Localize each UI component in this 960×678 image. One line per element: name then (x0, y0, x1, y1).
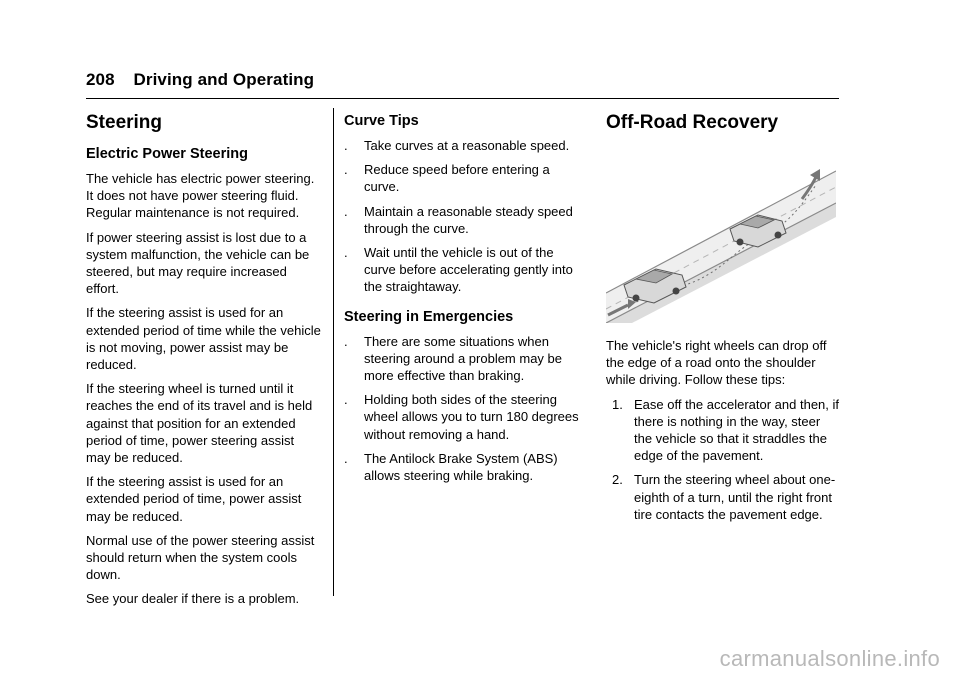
column-off-road-recovery (606, 108, 839, 530)
off-road-intro: The vehicle's right wheels can drop off the edge of a road onto the shoulder while driving. Follow these tips: (606, 338, 827, 388)
steering-heading: Steering (86, 112, 163, 133)
steering-emergencies-heading: Steering in Emergencies (344, 308, 514, 325)
bullet-text: Holding both sides of the steering wheel allows you to turn 180 degrees without removing a hand. (364, 392, 579, 442)
page-header (86, 70, 314, 90)
paragraph: Normal use of the power steering assist should return when the system cools down. (86, 532, 315, 583)
bullet: . (344, 203, 348, 219)
list-item (612, 471, 839, 523)
watermark: carmanualsonline.info (719, 646, 940, 671)
bullet: . (344, 162, 348, 178)
column-divider (333, 108, 334, 596)
paragraph: If the steering wheel is turned until it reaches the end of its travel and is held against that position for an extended period of time, power steering assist may be reduced. (86, 381, 313, 466)
bullet-text: There are some situations when steering around a problem may be more effective than braking. (364, 333, 563, 384)
bullet: . (344, 245, 348, 261)
step-text: Turn the steering wheel about one-eighth of a turn, until the right front tire contacts the pavement edge. (634, 472, 836, 522)
bullet: . (344, 333, 348, 349)
list-item (344, 333, 584, 385)
header-rule (86, 98, 839, 99)
paragraph: The vehicle has electric power steering. It does not have power steering fluid. Regular maintenance is not required. (86, 171, 315, 221)
column-curves-emergencies (344, 108, 584, 491)
off-road-recovery-heading: Off-Road Recovery (606, 112, 779, 133)
paragraph: If power steering assist is lost due to a system malfunction, the vehicle can be steered, but may require increased effort. (86, 229, 310, 297)
bullet-text: Wait until the vehicle is out of the curve before accelerating gently into the straightaway. (364, 245, 573, 295)
step-text: Ease off the accelerator and then, if there is nothing in the way, steer the vehicle so that it straddles the edge of the pavement. (634, 396, 840, 464)
bullet: . (344, 138, 348, 153)
page-number: 208 (86, 70, 115, 89)
curve-tips-heading: Curve Tips (344, 113, 419, 129)
bullet-text: The Antilock Brake System (ABS) allows steering while braking. (364, 450, 558, 484)
bullet: . (344, 450, 348, 466)
bullet-text: Take curves at a reasonable speed. (364, 138, 570, 153)
paragraph: If the steering assist is used for an extended period of time, power assist may be reduced. (86, 474, 302, 524)
list-item (344, 203, 584, 237)
list-item (344, 450, 584, 484)
list-item (344, 244, 584, 296)
list-item (344, 161, 584, 195)
step-number: 2. (612, 472, 623, 488)
list-item (612, 396, 839, 465)
bullet: . (344, 392, 348, 408)
column-steering (86, 108, 321, 615)
section-title: Driving and Operating (133, 70, 315, 89)
bullet-text: Maintain a reasonable steady speed through the curve. (364, 203, 573, 236)
paragraph: If the steering assist is used for an extended period of time while the vehicle is not moving, power assist may be reduced. (86, 305, 321, 373)
step-number: 1. (612, 396, 623, 412)
list-item (344, 137, 584, 154)
bullet-text: Reduce speed before entering a curve. (364, 162, 550, 195)
road-recovery-drawing (606, 145, 836, 323)
electric-power-steering-heading: Electric Power Steering (86, 146, 248, 162)
off-road-illustration (606, 145, 839, 328)
paragraph: See your dealer if there is a problem. (86, 591, 300, 607)
list-item (344, 391, 584, 443)
